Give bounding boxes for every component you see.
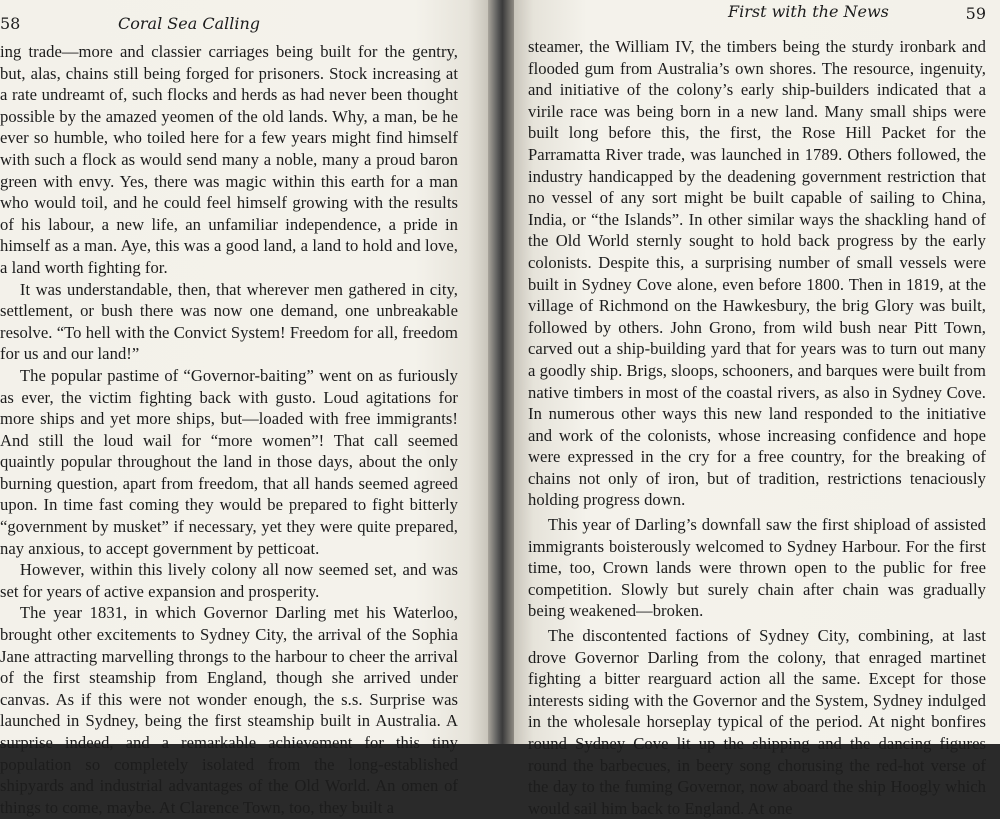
paragraph: steamer, the William IV, the timbers being the sturdy ironbark and flooded gum from Australia’s own shores. The resource, ingenuity, and initiative of the colony’s early ship-builders indicated that a virile race was being born in a new land. Many small ships were built long before this, the first, the Rose Hill Packet for the Parramatta River trade, was launched in 1789. Others followed, the industry handicapped by the deadening government restriction that no vessel of any sort might be built capable of sailing to China, India, or “the Islands”. In other similar ways the shackling hand of the Old World sternly sought to hold back progress by the early colonists. Despite this, a surprising number of small vessels were built in Sydney Cove alone, even before 1800. Then in 1819, at the village of Richmond on the Hawkesbury, the brig Glory was built, followed by others. John Grono, from wild bush near Pitt Town, carved out a ship-building yard that for years was to turn out many a goodly ship. Brigs, sloops, schooners, and barques were built from native timbers in most of the coastal rivers, as also in Sydney Cove. In numerous other ways this new land responded to the initiative and work of the colonists, whose increasing confidence and hope were expressed in the cry for a free country, for the breaking of chains not only of iron, but of tradition, restrictions tenaciously holding progress down. — [528, 37, 986, 510]
running-head: First with the News — [728, 2, 889, 21]
running-head: Coral Sea Calling — [118, 14, 260, 33]
right-page-header — [528, 2, 1000, 30]
paragraph: It was understandable, then, that wherever men gathered in city, settlement, or bush there was now one demand, one unbreakable resolve. “To hell with the Convict System! Freedom for all, freedom for us and our land!” — [0, 279, 458, 364]
book-gutter — [488, 0, 514, 744]
paragraph: The year 1831, in which Governor Darling met his Waterloo, brought other excitements to Sydney City, the arrival of the Sophia Jane attracting marvelling throngs to the harbour to cheer the arrival of the first steamship from England, though she arrived under canvas. As if this were not wonder enough, the s.s. Surprise was launched in Sydney, being the first steamship built in Australia. A surprise indeed, and a remarkable achievement for this tiny population so completely isolated from the long-established shipyards and industrial advantages of the Old World. An omen of things to come, maybe. At Clarence Town, too, they built a — [0, 603, 458, 817]
left-page — [0, 0, 488, 817]
paragraph: This year of Darling’s downfall saw the first shipload of assisted immigrants boisterously welcomed to Sydney Harbour. For the first time, too, Crown lands were thrown open to the public for free competition. Slowly but surely chain after chain was gradually being weakened—broken. — [528, 515, 986, 621]
paragraph: ing trade—more and classier carriages being built for the gentry, but, alas, chains still being forged for prisoners. Stock increasing at a rate undreamt of, such flocks and herds as had never been thought possible by the amazed yeomen of the old lands. Why, a man, be he ever so humble, who toiled here for a few years might find himself with such a flock as would send many a noble, many a proud baron green with envy. Yes, there was magic within this earth for a man who would toil, and he could feel himself growing with the results of his labour, a new life, an unfamiliar independence, a pride in himself as a man. Aye, this was a good land, a land to hold and love, a land worth fighting for. — [0, 42, 458, 277]
paragraph: The popular pastime of “Governor-baiting” went on as furiously as ever, the victim fighting back with gusto. Loud agitations for more ships and yet more ships, but—loaded with free immigrants! And still the loud wail for “more women”! That call seemed quaintly popular throughout the land in those days, about the only burning question, apart from freedom, that all hands seemed agreed upon. In time fast coming they would be prepared to fight bitterly “government by musket” if necessary, yet they were quite prepared, nay anxious, to accept government by petticoat. — [0, 365, 458, 558]
left-page-header — [0, 12, 462, 40]
right-page — [514, 0, 1000, 818]
page-number: 59 — [965, 4, 986, 23]
paragraph: The discontented factions of Sydney City, combining, at last drove Governor Darling from the colony, that enraged martinet fighting a bitter rearguard action all the same. Except for those interests siding with the Governor and the System, Sydney indulged in the wholesale horseplay typical of the period. At night bonfires round Sydney Cove lit up the shipping and the dancing figures round the barbecues, in beery song chorusing the red-hot verse of the day to the fuming Governor, now aboard the ship Hoogly which would sail him back to England. At one — [528, 626, 986, 818]
paragraph: However, within this lively colony all now seemed set, and was set for years of active expansion and prosperity. — [0, 560, 458, 601]
page-number: 58 — [0, 14, 21, 33]
